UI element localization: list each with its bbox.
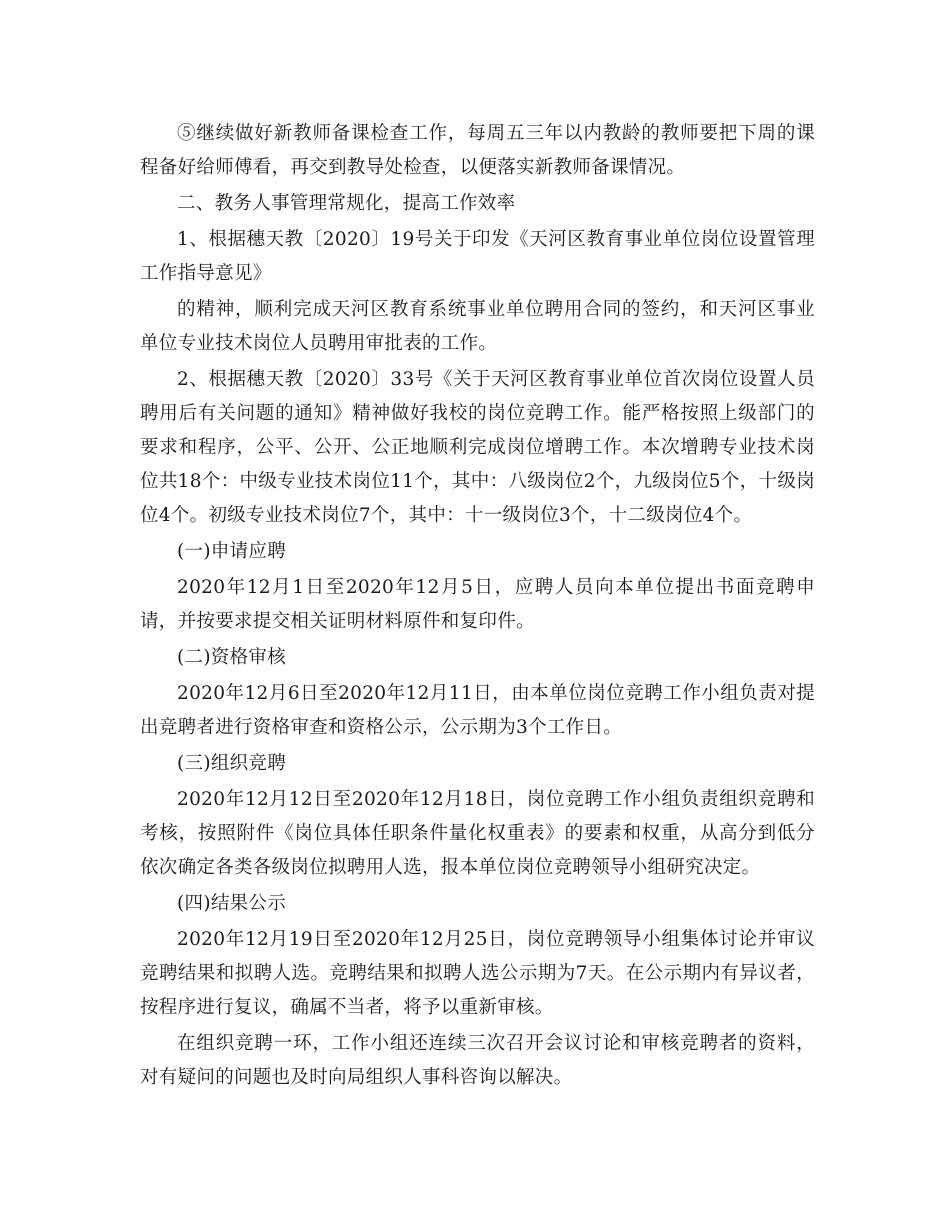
section-heading-personnel-management: 二、教务人事管理常规化，提高工作效率: [177, 193, 516, 214]
paragraph-document-19: 1、根据穗天教〔2020〕19号关于印发《天河区教育事业单位岗位设置管理工作指导意见》: [140, 229, 815, 284]
paragraph-working-group-meetings: 在组织竞聘一环，工作小组还连续三次召开会议讨论和审核竞聘者的资料，对有疑问的问题也及时向局组织人事科咨询以解决。: [140, 1033, 815, 1088]
paragraph-application-period: 2020年12月1日至2020年12月5日，应聘人员向本单位提出书面竞聘申请，并按要求提交相关证明材料原件和复印件。: [140, 577, 815, 632]
paragraph-contract-signing: 的精神，顺利完成天河区教育系统事业单位聘用合同的签约，和天河区事业单位专业技术岗位人员聘用审批表的工作。: [140, 299, 815, 354]
paragraph-document-33: 2、根据穗天教〔2020〕33号《关于天河区教育事业单位首次岗位设置人员聘用后有关问题的通知》精神做好我校的岗位竞聘工作。能严格按照上级部门的要求和程序，公平、公开、公正地顺利完成岗位增聘工作。本次增聘专业技术岗位共18个：中级专业技术岗位11个，其中：八级岗位2个，九级岗位5个，十级岗位4个。初级专业技术岗位7个，其中：十一级岗位3个，十二级岗位4个。: [140, 369, 815, 526]
paragraph-qualification-period: 2020年12月6日至2020年12月11日，由本单位岗位竞聘工作小组负责对提出竞聘者进行资格审查和资格公示，公示期为3个工作日。: [140, 683, 815, 738]
paragraph-continue-new-teacher-check: ⑤继续做好新教师备课检查工作，每周五三年以内教龄的教师要把下周的课程备好给师傅看，再交到教导处检查，以便落实新教师备课情况。: [140, 123, 815, 178]
subheading-application: (一)申请应聘: [177, 541, 287, 562]
subheading-qualification-review: (二)资格审核: [177, 647, 287, 668]
subheading-organize-competition: (三)组织竞聘: [177, 753, 287, 774]
paragraph-announcement-period: 2020年12月19日至2020年12月25日，岗位竞聘领导小组集体讨论并审议竞聘结果和拟聘人选。竞聘结果和拟聘人选公示期为7天。在公示期内有异议者，按程序进行复议，确属不当者，将予以重新审核。: [140, 929, 815, 1018]
subheading-result-announcement: (四)结果公示: [177, 893, 287, 914]
document-page: [140, 117, 815, 1095]
paragraph-competition-period: 2020年12月12日至2020年12月18日，岗位竞聘工作小组负责组织竞聘和考核，按照附件《岗位具体任职条件量化权重表》的要素和权重，从高分到低分依次确定各类各级岗位拟聘用人选，报本单位岗位竞聘领导小组研究决定。: [140, 789, 815, 878]
